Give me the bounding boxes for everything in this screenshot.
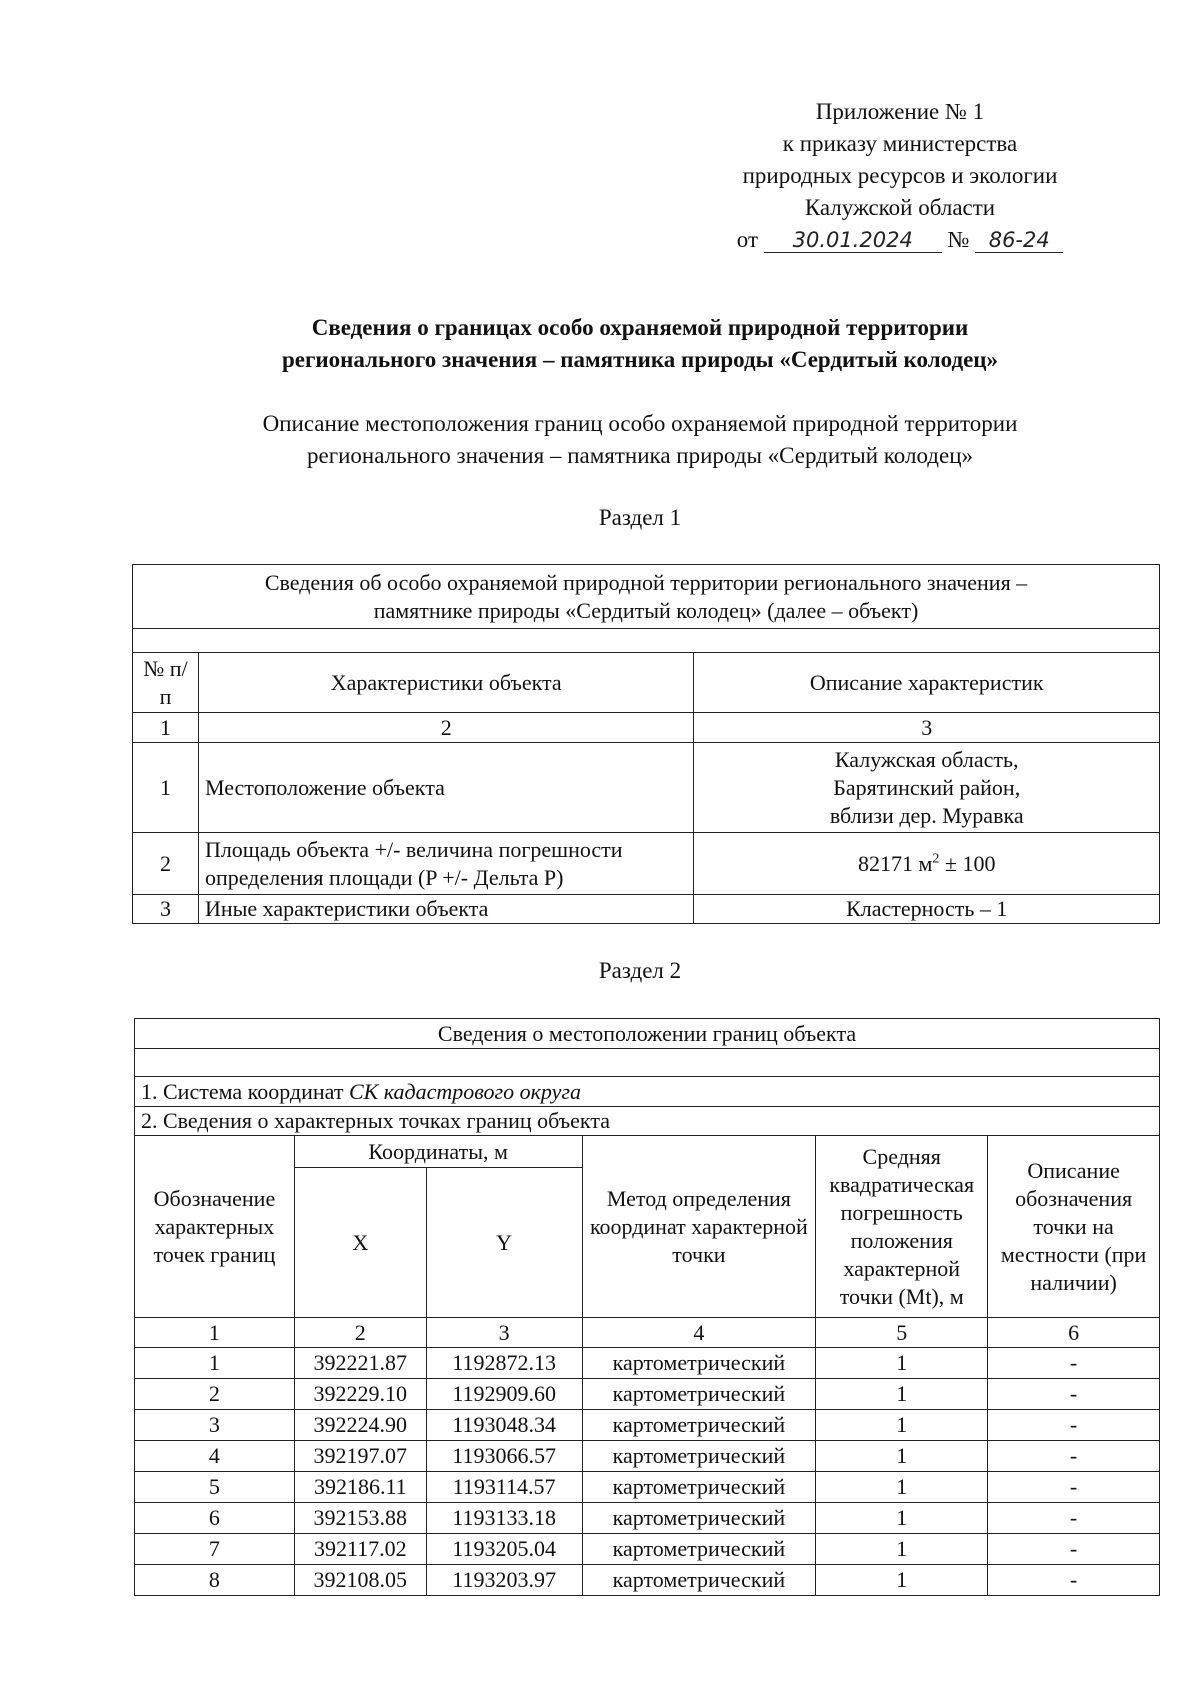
index-cell: 6	[988, 1318, 1160, 1348]
index-cell: 2	[294, 1318, 426, 1348]
table-row	[135, 1348, 1160, 1379]
point-error: 1	[816, 1348, 988, 1379]
point-x: 392117.02	[294, 1534, 426, 1565]
point-error: 1	[816, 1534, 988, 1565]
point-error: 1	[816, 1441, 988, 1472]
spacer-row	[135, 1049, 1160, 1077]
coordinate-system-label: 1. Система координат	[141, 1078, 349, 1104]
table-row	[133, 833, 1160, 895]
point-number: 5	[135, 1472, 295, 1503]
row-characteristic: Иные характеристики объекта	[198, 895, 694, 924]
point-method: картометрический	[582, 1410, 816, 1441]
point-note: -	[988, 1348, 1160, 1379]
index-cell: 3	[426, 1318, 582, 1348]
point-number: 1	[135, 1348, 295, 1379]
appendix-line-4: Калужской области	[804, 195, 996, 220]
area-error: ± 100	[939, 850, 996, 876]
col-header-point: Обозначение характерных точек границ	[135, 1136, 295, 1318]
index-cell: 1	[133, 713, 199, 743]
document-title	[130, 312, 1150, 376]
row-characteristic: Местоположение объекта	[198, 743, 694, 833]
coordinate-system-name: СК кадастрового округа	[348, 1078, 581, 1104]
point-method: картометрический	[582, 1565, 816, 1596]
col-header-characteristics: Характеристики объекта	[198, 653, 694, 713]
row-value	[694, 833, 1160, 895]
point-y: 1193066.57	[426, 1441, 582, 1472]
table-row	[135, 1565, 1160, 1596]
point-note: -	[988, 1441, 1160, 1472]
point-method: картометрический	[582, 1503, 816, 1534]
table-row	[133, 895, 1160, 924]
col-header-coordinates: Координаты, м	[294, 1136, 582, 1168]
table-row	[135, 1472, 1160, 1503]
caption-line-2: памятнике природы «Сердитый колодец» (далее – объект)	[373, 597, 919, 623]
index-cell: 2	[198, 713, 694, 743]
point-x: 392221.87	[294, 1348, 426, 1379]
location-region: Калужская область,	[834, 746, 1019, 772]
point-method: картометрический	[582, 1348, 816, 1379]
point-y: 1193205.04	[426, 1534, 582, 1565]
order-date-line	[690, 224, 1110, 256]
point-x: 392108.05	[294, 1565, 426, 1596]
point-error: 1	[816, 1379, 988, 1410]
point-note: -	[988, 1379, 1160, 1410]
point-number: 6	[135, 1503, 295, 1534]
object-info-table	[132, 564, 1160, 924]
appendix-line-3: природных ресурсов и экологии	[742, 163, 1058, 188]
point-y: 1193203.97	[426, 1565, 582, 1596]
point-number: 7	[135, 1534, 295, 1565]
from-label: от	[736, 227, 759, 252]
section-1-title: Раздел 1	[598, 505, 682, 530]
row-number: 3	[133, 895, 199, 924]
boundary-points-table	[134, 1018, 1160, 1596]
location-district: Барятинский район,	[833, 774, 1021, 800]
point-note: -	[988, 1410, 1160, 1441]
point-method: картометрический	[582, 1379, 816, 1410]
point-error: 1	[816, 1472, 988, 1503]
point-error: 1	[816, 1410, 988, 1441]
point-method: картометрический	[582, 1441, 816, 1472]
section-2-title: Раздел 2	[598, 958, 682, 983]
point-number: 2	[135, 1379, 295, 1410]
handwritten-number: 86-24	[975, 228, 1063, 253]
row-value: Кластерность – 1	[694, 895, 1160, 924]
title-line-2: регионального значения – памятника природы «Сердитый колодец»	[281, 347, 999, 372]
point-x: 392197.07	[294, 1441, 426, 1472]
point-method: картометрический	[582, 1472, 816, 1503]
boundary-caption: Сведения о местоположении границ объекта	[135, 1019, 1160, 1049]
appendix-line-1: Приложение № 1	[815, 99, 985, 124]
point-number: 8	[135, 1565, 295, 1596]
table-row	[135, 1441, 1160, 1472]
col-header-number: № п/п	[133, 653, 199, 713]
point-x: 392186.11	[294, 1472, 426, 1503]
row-value	[694, 743, 1160, 833]
point-note: -	[988, 1472, 1160, 1503]
point-x: 392153.88	[294, 1503, 426, 1534]
object-info-caption	[133, 565, 1160, 629]
point-y: 1193048.34	[426, 1410, 582, 1441]
col-header-description: Описание характеристик	[694, 653, 1160, 713]
index-cell: 3	[694, 713, 1160, 743]
appendix-line-2: к приказу министерства	[782, 131, 1018, 156]
table-row	[135, 1379, 1160, 1410]
row-number: 2	[133, 833, 199, 895]
index-cell: 5	[816, 1318, 988, 1348]
appendix-header	[690, 96, 1110, 256]
col-header-error: Средняя квадратическая погрешность положения характерной точки (Mt), м	[816, 1136, 988, 1318]
point-note: -	[988, 1503, 1160, 1534]
area-label-line-1: Площадь объекта +/- величина погрешности	[204, 836, 623, 862]
description-line-2: регионального значения – памятника природы «Сердитый колодец»	[306, 443, 973, 468]
coordinate-system-row	[135, 1077, 1160, 1107]
location-village: вблизи дер. Муравка	[829, 802, 1024, 828]
point-y: 1192872.13	[426, 1348, 582, 1379]
point-note: -	[988, 1565, 1160, 1596]
table-row	[133, 743, 1160, 833]
col-header-y: Y	[426, 1168, 582, 1318]
index-cell: 4	[582, 1318, 816, 1348]
point-number: 4	[135, 1441, 295, 1472]
title-line-1: Сведения о границах особо охраняемой природной территории	[311, 315, 969, 340]
table-row	[135, 1410, 1160, 1441]
point-error: 1	[816, 1565, 988, 1596]
point-number: 3	[135, 1410, 295, 1441]
document-description	[130, 408, 1150, 472]
point-y: 1192909.60	[426, 1379, 582, 1410]
table-row	[135, 1534, 1160, 1565]
caption-line-1: Сведения об особо охраняемой природной территории регионального значения –	[264, 569, 1028, 595]
point-note: -	[988, 1534, 1160, 1565]
point-x: 392229.10	[294, 1379, 426, 1410]
row-number: 1	[133, 743, 199, 833]
number-label: №	[947, 227, 970, 252]
col-header-method: Метод определения координат характерной точки	[582, 1136, 816, 1318]
area-value: 82171 м	[857, 850, 933, 876]
row-characteristic	[198, 833, 694, 895]
description-line-1: Описание местоположения границ особо охраняемой природной территории	[262, 411, 1018, 436]
area-label-line-2: определения площади (P +/- Дельта P)	[204, 864, 564, 890]
point-x: 392224.90	[294, 1410, 426, 1441]
point-y: 1193133.18	[426, 1503, 582, 1534]
table-row	[135, 1503, 1160, 1534]
point-y: 1193114.57	[426, 1472, 582, 1503]
spacer-row	[133, 629, 1160, 653]
points-caption: 2. Сведения о характерных точках границ объекта	[135, 1107, 1160, 1136]
col-header-note: Описание обозначения точки на местности (при наличии)	[988, 1136, 1160, 1318]
index-cell: 1	[135, 1318, 295, 1348]
handwritten-date: 30.01.2024	[764, 228, 942, 253]
col-header-x: X	[294, 1168, 426, 1318]
point-method: картометрический	[582, 1534, 816, 1565]
point-error: 1	[816, 1503, 988, 1534]
area-exponent: 2	[932, 851, 940, 867]
